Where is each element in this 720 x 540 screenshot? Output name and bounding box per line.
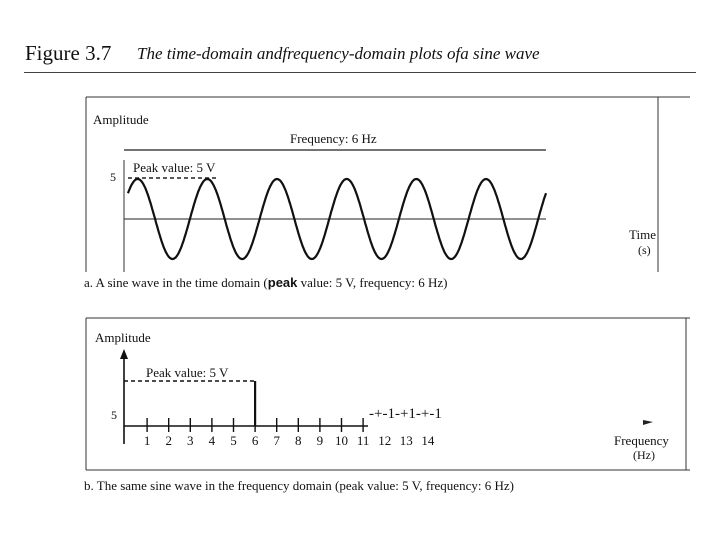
- panel-a-xunit: (s): [638, 243, 651, 257]
- panel-b-xunit: (Hz): [633, 448, 655, 462]
- panel-b-xlabel: Frequency: [614, 433, 669, 448]
- freq-tick-label-6: 6: [251, 433, 259, 448]
- freq-tick-label-14: 14: [421, 433, 435, 448]
- panel-b-caption: b. The same sine wave in the frequency domain (peak value: 5 V, frequency: 6 Hz): [84, 478, 514, 493]
- panel-a-caption-pre: a. A sine wave in the time domain (: [84, 275, 268, 290]
- panel-a-frame: [86, 97, 690, 272]
- panel-a-ytick: 5: [110, 170, 116, 184]
- panel-a-ylabel: Amplitude: [93, 112, 149, 127]
- panel-b-y-arrow-icon: [120, 349, 128, 359]
- freq-tick-label-5: 5: [230, 433, 237, 448]
- freq-tick-label-4: 4: [208, 433, 216, 448]
- panel-a-caption-post: value: 5 V, frequency: 6 Hz): [297, 275, 448, 290]
- figure-title: The time-domain andfrequency-domain plots ofa sine wave: [137, 44, 540, 63]
- freq-tick-label-7: 7: [273, 433, 280, 448]
- figure-label: Figure 3.7: [25, 41, 112, 65]
- freq-tick-label-2: 2: [165, 433, 172, 448]
- panel-b-x-arrow-icon: [643, 420, 653, 425]
- panel-b-peak-label: Peak value: 5 V: [146, 365, 229, 380]
- panel-a-caption-bold: peak: [267, 275, 298, 290]
- panel-a-xlabel: Time: [629, 227, 656, 242]
- freq-tick-label-8: 8: [295, 433, 302, 448]
- freq-tick-label-1: 1: [143, 433, 151, 448]
- freq-tick-label-11: 11: [356, 433, 370, 448]
- freq-tick-label-13: 13: [399, 433, 413, 448]
- panel-a-peak-label: Peak value: 5 V: [133, 160, 216, 175]
- freq-tick-label-12: 12: [378, 433, 392, 448]
- panel-b-ylabel: Amplitude: [95, 330, 151, 345]
- panel-b-artifact-text: -+-1-+1-+-1: [369, 406, 442, 422]
- panel-a-caption: [84, 275, 447, 290]
- freq-tick-label-10: 10: [335, 433, 348, 448]
- freq-tick-label-9: 9: [316, 433, 324, 448]
- panel-b-ytick: 5: [111, 408, 117, 422]
- freq-tick-label-3: 3: [187, 433, 194, 448]
- panel-a-header: Frequency: 6 Hz: [290, 131, 377, 146]
